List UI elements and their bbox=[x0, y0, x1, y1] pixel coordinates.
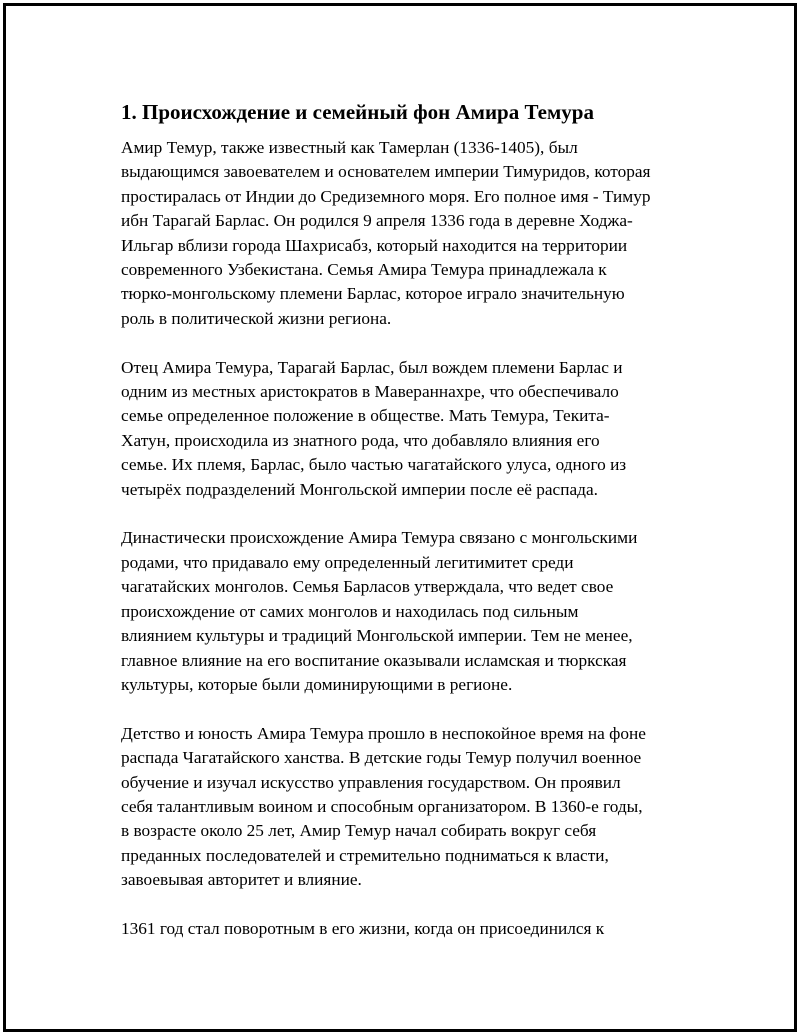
paragraph-5 bbox=[121, 917, 681, 941]
paragraph-2 bbox=[121, 356, 681, 502]
text-line: 1361 год стал поворотным в его жизни, когда он присоединился к bbox=[121, 918, 605, 938]
text-line: выдающимся завоевателем и основателем империи Тимуридов, которая bbox=[121, 162, 651, 182]
document-page bbox=[3, 3, 797, 1032]
text-line: культуры, которые были доминирующими в регионе. bbox=[121, 674, 513, 694]
text-line: тюрко-монгольскому племени Барлас, которое играло значительную bbox=[121, 284, 625, 304]
text-line: родами, что придавало ему определенный легитимитет среди bbox=[121, 552, 574, 572]
text-line: одним из местных аристократов в Мавераннахре, что обеспечивало bbox=[121, 382, 619, 402]
text-line: главное влияние на его воспитание оказывали исламская и тюркская bbox=[121, 650, 627, 670]
text-line: себя талантливым воином и способным организатором. В 1360-е годы, bbox=[121, 796, 643, 816]
text-line: простиралась от Индии до Средиземного моря. Его полное имя - Тимур bbox=[121, 186, 651, 206]
text-line: Хатун, происходила из знатного рода, что добавляло влияния его bbox=[121, 430, 600, 450]
section-heading: 1. Происхождение и семейный фон Амира Темура bbox=[121, 100, 594, 124]
text-line: ибн Тарагай Барлас. Он родился 9 апреля 1336 года в деревне Ходжа- bbox=[121, 211, 633, 231]
text-line: Династически происхождение Амира Темура связано с монгольскими bbox=[121, 528, 638, 548]
text-line: Ильгар вблизи города Шахрисабз, который находится на территории bbox=[121, 235, 628, 255]
text-line: роль в политической жизни региона. bbox=[121, 308, 392, 328]
text-line: семье определенное положение в обществе. Мать Темура, Текита- bbox=[121, 406, 610, 426]
document-body bbox=[121, 98, 681, 966]
text-line: влиянием культуры и традиций Монгольской империи. Тем не менее, bbox=[121, 626, 633, 646]
text-line: современного Узбекистана. Семья Амира Темура принадлежала к bbox=[121, 260, 607, 280]
paragraph-4 bbox=[121, 722, 681, 893]
text-line: обучение и изучал искусство управления государством. Он проявил bbox=[121, 772, 621, 792]
text-line: завоевывая авторитет и влияние. bbox=[121, 870, 362, 890]
text-line: Отец Амира Темура, Тарагай Барлас, был вождем племени Барлас и bbox=[121, 357, 623, 377]
text-line: семье. Их племя, Барлас, было частью чагатайского улуса, одного из bbox=[121, 455, 627, 475]
text-line: в возрасте около 25 лет, Амир Темур начал собирать вокруг себя bbox=[121, 821, 597, 841]
text-line: чагатайских монголов. Семья Барласов утверждала, что ведет свое bbox=[121, 577, 614, 597]
text-line: происхождение от самих монголов и находилась под сильным bbox=[121, 601, 579, 621]
text-line: Амир Темур, также известный как Тамерлан (1336-1405), был bbox=[121, 138, 578, 157]
text-line: распада Чагатайского ханства. В детские годы Темур получил военное bbox=[121, 748, 642, 768]
text-line: четырёх подразделений Монгольской империи после её распада. bbox=[121, 479, 598, 499]
text-line: Детство и юность Амира Темура прошло в неспокойное время на фоне bbox=[121, 723, 646, 743]
paragraph-1 bbox=[121, 136, 681, 331]
text-line: преданных последователей и стремительно подниматься к власти, bbox=[121, 845, 609, 865]
paragraph-3 bbox=[121, 526, 681, 697]
